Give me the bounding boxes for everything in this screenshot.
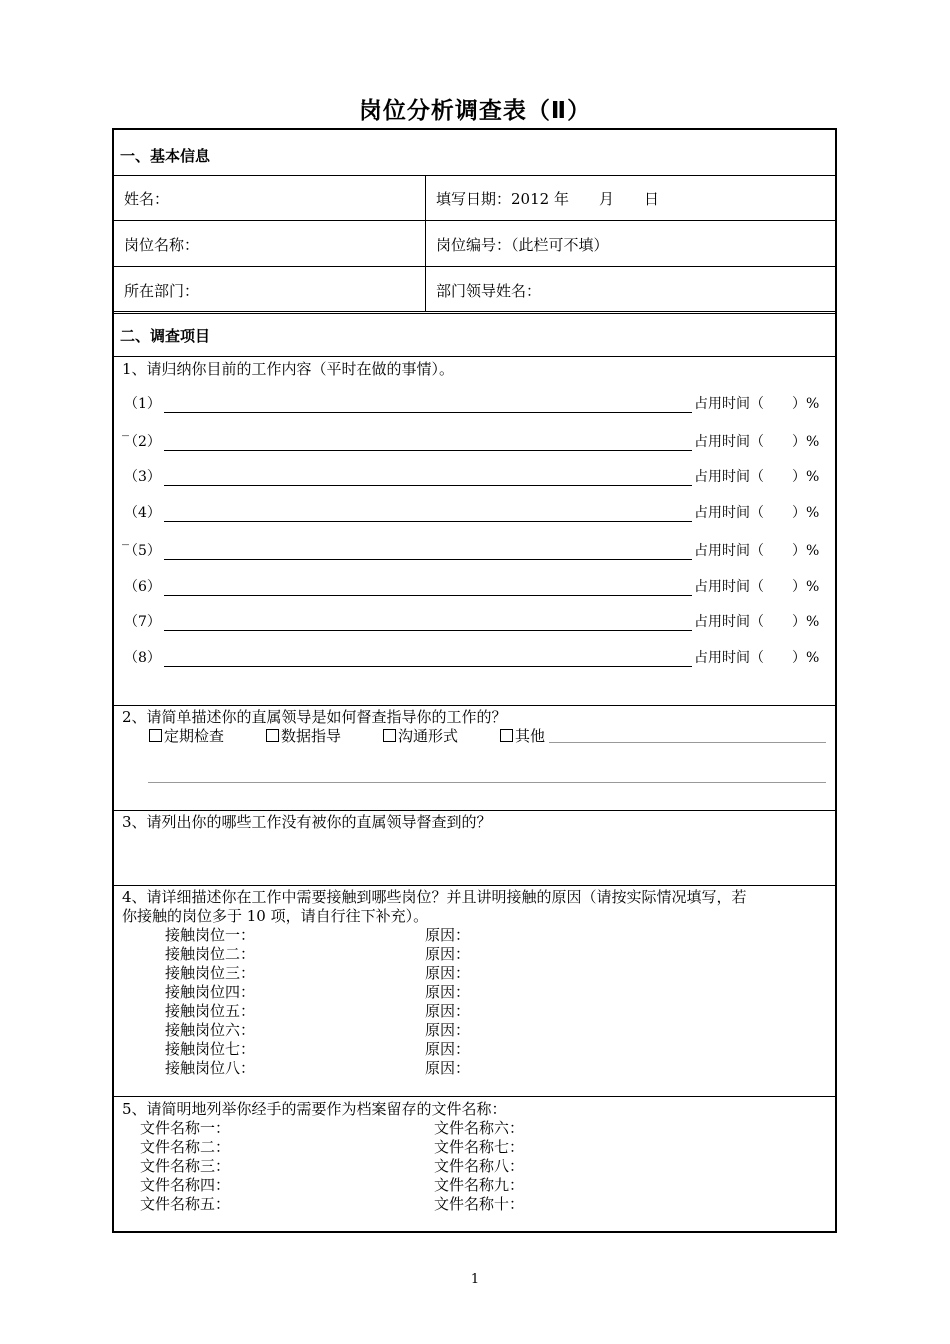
work-item-number: （8）	[124, 650, 161, 666]
file-name-field[interactable]: 文件名称九：	[434, 1176, 525, 1194]
work-item-number: （1）	[124, 396, 161, 412]
other-fill-line[interactable]	[549, 742, 826, 743]
reason-field[interactable]: 原因：	[425, 945, 471, 963]
page-number: 1	[470, 1272, 480, 1287]
contact-position-field[interactable]: 接触岗位二：	[165, 945, 256, 963]
file-name-field[interactable]: 文件名称三：	[140, 1157, 231, 1175]
checkbox[interactable]	[500, 729, 513, 742]
check-option-communication[interactable]	[383, 727, 458, 746]
divider	[114, 885, 835, 886]
time-share-field[interactable]: 占用时间（ ）%	[694, 614, 820, 630]
reason-field[interactable]: 原因：	[425, 983, 471, 1001]
time-share-field[interactable]: 占用时间（ ）%	[694, 469, 820, 485]
question-4-line-2: 你接触的岗位多于 10 项，请自行往下补充）。	[122, 907, 429, 925]
check-option-regular-check[interactable]	[149, 727, 224, 746]
contact-position-field[interactable]: 接触岗位八：	[165, 1059, 256, 1077]
question-1: 1、请归纳你目前的工作内容（平时在做的事情）。	[122, 360, 455, 378]
check-option-other[interactable]	[500, 727, 545, 746]
time-share-field[interactable]: 占用时间（ ）%	[694, 505, 820, 521]
option-label: 沟通形式	[398, 727, 459, 745]
question-2: 2、请简单描述你的直属领导是如何督查指导你的工作的？	[122, 708, 507, 726]
dept-leader-name-field[interactable]: 部门领导姓名：	[436, 282, 542, 300]
work-item-input-line[interactable]	[164, 559, 692, 560]
page-title: 岗位分析调查表（Ⅱ）	[358, 98, 592, 124]
checkbox[interactable]	[149, 729, 162, 742]
work-item-number: （5）	[124, 543, 161, 559]
work-item-input-line[interactable]	[164, 595, 692, 596]
name-field[interactable]: 姓名：	[124, 190, 170, 208]
column-divider	[425, 175, 426, 311]
contact-position-field[interactable]: 接触岗位一：	[165, 926, 256, 944]
file-name-field[interactable]: 文件名称一：	[140, 1119, 231, 1137]
section-heading-survey-items: 二、调查项目	[120, 327, 211, 345]
reason-field[interactable]: 原因：	[425, 1002, 471, 1020]
stray-mark: _	[122, 530, 129, 546]
divider	[114, 266, 835, 267]
divider	[114, 311, 835, 314]
file-name-field[interactable]: 文件名称十：	[434, 1195, 525, 1213]
answer-line[interactable]	[148, 782, 826, 783]
time-share-field[interactable]: 占用时间（ ）%	[694, 434, 820, 450]
file-name-field[interactable]: 文件名称二：	[140, 1138, 231, 1156]
work-item-number: （2）	[124, 434, 161, 450]
section-heading-basic-info: 一、基本信息	[120, 147, 211, 165]
divider	[114, 810, 835, 811]
divider	[114, 356, 835, 357]
divider	[114, 175, 835, 176]
work-item-input-line[interactable]	[164, 485, 692, 486]
contact-position-field[interactable]: 接触岗位四：	[165, 983, 256, 1001]
question-4-line-1: 4、请详细描述你在工作中需要接触到哪些岗位？并且讲明接触的原因（请按实际情况填写，若	[122, 888, 747, 906]
department-field[interactable]: 所在部门：	[124, 282, 200, 300]
time-share-field[interactable]: 占用时间（ ）%	[694, 579, 820, 595]
file-name-field[interactable]: 文件名称七：	[434, 1138, 525, 1156]
divider	[114, 1096, 835, 1097]
contact-position-field[interactable]: 接触岗位七：	[165, 1040, 256, 1058]
work-item-number: （3）	[124, 469, 161, 485]
reason-field[interactable]: 原因：	[425, 964, 471, 982]
work-item-number: （6）	[124, 579, 161, 595]
question-3: 3、请列出你的哪些工作没有被你的直属领导督查到的？	[122, 813, 492, 831]
option-label: 定期检查	[164, 727, 225, 745]
option-label: 其他	[515, 727, 546, 745]
reason-field[interactable]: 原因：	[425, 1040, 471, 1058]
contact-position-field[interactable]: 接触岗位六：	[165, 1021, 256, 1039]
position-name-field[interactable]: 岗位名称：	[124, 236, 200, 254]
work-item-input-line[interactable]	[164, 450, 692, 451]
time-share-field[interactable]: 占用时间（ ）%	[694, 650, 820, 666]
file-name-field[interactable]: 文件名称四：	[140, 1176, 231, 1194]
time-share-field[interactable]: 占用时间（ ）%	[694, 396, 820, 412]
divider	[114, 220, 835, 221]
option-label: 数据指导	[281, 727, 342, 745]
checkbox[interactable]	[266, 729, 279, 742]
work-item-input-line[interactable]	[164, 521, 692, 522]
work-item-input-line[interactable]	[164, 412, 692, 413]
contact-position-field[interactable]: 接触岗位五：	[165, 1002, 256, 1020]
time-share-field[interactable]: 占用时间（ ）%	[694, 543, 820, 559]
file-name-field[interactable]: 文件名称六：	[434, 1119, 525, 1137]
stray-mark: _	[122, 421, 129, 437]
position-code-field[interactable]: 岗位编号：（此栏可不填）	[436, 236, 609, 254]
work-item-number: （4）	[124, 505, 161, 521]
fill-date-field[interactable]: 填写日期：2012 年 月 日	[436, 190, 659, 208]
check-option-data-guidance[interactable]	[266, 727, 341, 746]
work-item-input-line[interactable]	[164, 630, 692, 631]
work-item-number: （7）	[124, 614, 161, 630]
divider	[114, 705, 835, 706]
checkbox[interactable]	[383, 729, 396, 742]
contact-position-field[interactable]: 接触岗位三：	[165, 964, 256, 982]
reason-field[interactable]: 原因：	[425, 1021, 471, 1039]
file-name-field[interactable]: 文件名称八：	[434, 1157, 525, 1175]
reason-field[interactable]: 原因：	[425, 926, 471, 944]
reason-field[interactable]: 原因：	[425, 1059, 471, 1077]
survey-form	[112, 128, 837, 1233]
work-item-input-line[interactable]	[164, 666, 692, 667]
file-name-field[interactable]: 文件名称五：	[140, 1195, 231, 1213]
question-5: 5、请简明地列举你经手的需要作为档案留存的文件名称：	[122, 1100, 507, 1118]
